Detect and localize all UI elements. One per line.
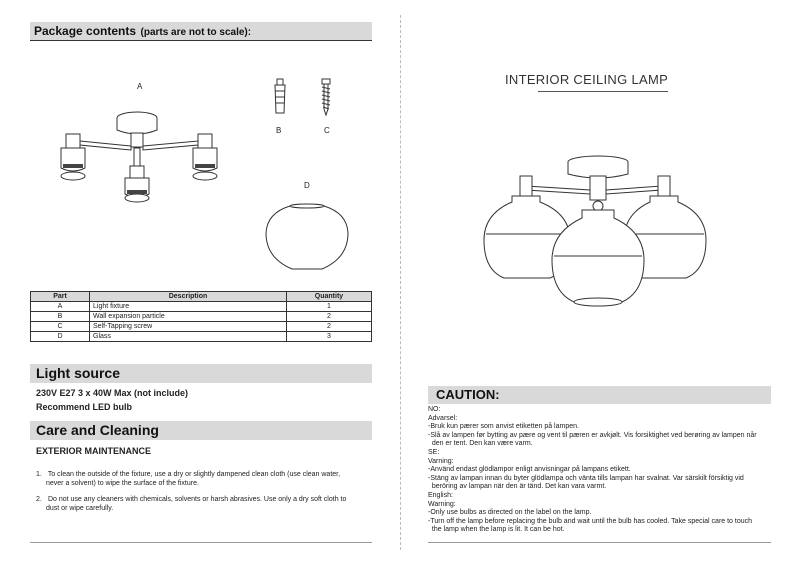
light-source-spec: 230V E27 3 x 40W Max (not include) xyxy=(36,388,189,398)
care-cleaning-title: Care and Cleaning xyxy=(36,422,159,438)
cell-part: B xyxy=(31,312,90,322)
cell-quantity: 2 xyxy=(287,322,372,332)
label-d: D xyxy=(304,181,310,190)
caution-line: English: xyxy=(428,491,453,499)
cell-quantity: 2 xyxy=(287,312,372,322)
care-item-text: Do not use any cleaners with chemicals, solvents or harsh abrasives. Use only a dry soft cloth to xyxy=(47,496,347,503)
caution-line: -Bruk kun pærer som anvist etiketten på lampen. xyxy=(428,423,579,431)
cell-part: C xyxy=(31,322,90,332)
label-c: C xyxy=(324,126,330,135)
cell-part: A xyxy=(31,302,90,312)
cell-description: Wall expansion particle xyxy=(90,312,287,322)
col-quantity: Quantity xyxy=(287,292,372,302)
cell-quantity: 1 xyxy=(287,302,372,312)
care-item-1 xyxy=(36,470,372,488)
caution-line: -Turn off the lamp before replacing the bulb and wait until the bulb has cooled. Take special care to touch xyxy=(428,517,753,525)
caution-line: -Använd endast glödlampor enligt anvisningar på lampans etikett. xyxy=(428,466,631,474)
bottom-rule-right xyxy=(428,542,771,543)
cell-quantity: 3 xyxy=(287,332,372,342)
parts-table xyxy=(30,291,372,342)
col-description: Description xyxy=(90,292,287,302)
screw-icon xyxy=(318,77,334,117)
light-source-title: Light source xyxy=(36,365,121,381)
cell-description: Light fixture xyxy=(90,302,287,312)
page-divider xyxy=(400,15,401,550)
package-contents-subtitle: (parts are not to scale): xyxy=(140,27,252,38)
cell-description: Glass xyxy=(90,332,287,342)
care-item-number: 2. xyxy=(36,496,42,503)
wall-plug-icon xyxy=(271,77,289,117)
product-title: INTERIOR CEILING LAMP xyxy=(505,72,669,87)
caution-line: beröring av lampan när den är tänd. Det kan vara varmt. xyxy=(428,483,607,491)
cell-part: D xyxy=(31,332,90,342)
label-b: B xyxy=(276,126,282,135)
table-row xyxy=(31,302,372,312)
exterior-maintenance-title: EXTERIOR MAINTENANCE xyxy=(36,446,152,456)
ceiling-lamp-drawing xyxy=(478,152,718,312)
caution-title: CAUTION: xyxy=(436,387,500,402)
bottom-rule-left xyxy=(30,542,372,543)
light-fixture-drawing xyxy=(50,108,240,203)
caution-line: den er tent. Den kan være varm. xyxy=(428,440,533,448)
care-item-text-cont: never a solvent) to wipe the surface of the fixture. xyxy=(46,480,199,487)
caution-line: -Only use bulbs as directed on the label on the lamp. xyxy=(428,509,592,517)
caution-line: NO: xyxy=(428,406,441,413)
table-row xyxy=(31,332,372,342)
product-title-underline xyxy=(538,91,668,92)
top-rule-left xyxy=(30,40,372,41)
care-item-2 xyxy=(36,495,372,513)
caution-line: Advarsel: xyxy=(428,414,458,422)
package-contents-title: Package contents xyxy=(34,24,137,38)
care-item-number: 1. xyxy=(36,471,42,478)
care-item-text: To clean the outside of the fixture, use a dry or slightly dampened clean cloth (use clean water, xyxy=(47,471,341,478)
cell-description: Self-Tapping screw xyxy=(90,322,287,332)
caution-line: -Stäng av lampan innan du byter glödlampa och vänta tills lampan har svalnat. Var särskilt försiktig vid xyxy=(428,474,744,482)
package-contents-header xyxy=(30,22,372,40)
light-source-recommend: Recommend LED bulb xyxy=(36,402,133,412)
caution-line: Warning: xyxy=(428,500,456,508)
caution-line: the lamp when the lamp is lit. It can be hot. xyxy=(428,526,565,534)
col-part: Part xyxy=(31,292,90,302)
label-a: A xyxy=(137,82,143,91)
caution-line: -Slå av lampen før bytting av pære og vent til pæren er avkjølt. Vis forsiktighet ved berøring av lampen når xyxy=(428,431,757,439)
table-row xyxy=(31,322,372,332)
caution-text xyxy=(428,406,771,535)
care-item-text-cont: dust or wipe carefully. xyxy=(46,505,114,512)
parts-table-header-row xyxy=(31,292,372,302)
glass-shade-drawing xyxy=(262,203,352,273)
light-source-header xyxy=(30,364,372,383)
caution-line: SE: xyxy=(428,448,440,456)
table-row xyxy=(31,312,372,322)
care-cleaning-header xyxy=(30,421,372,440)
caution-header xyxy=(428,386,771,404)
caution-line: Varning: xyxy=(428,457,454,465)
